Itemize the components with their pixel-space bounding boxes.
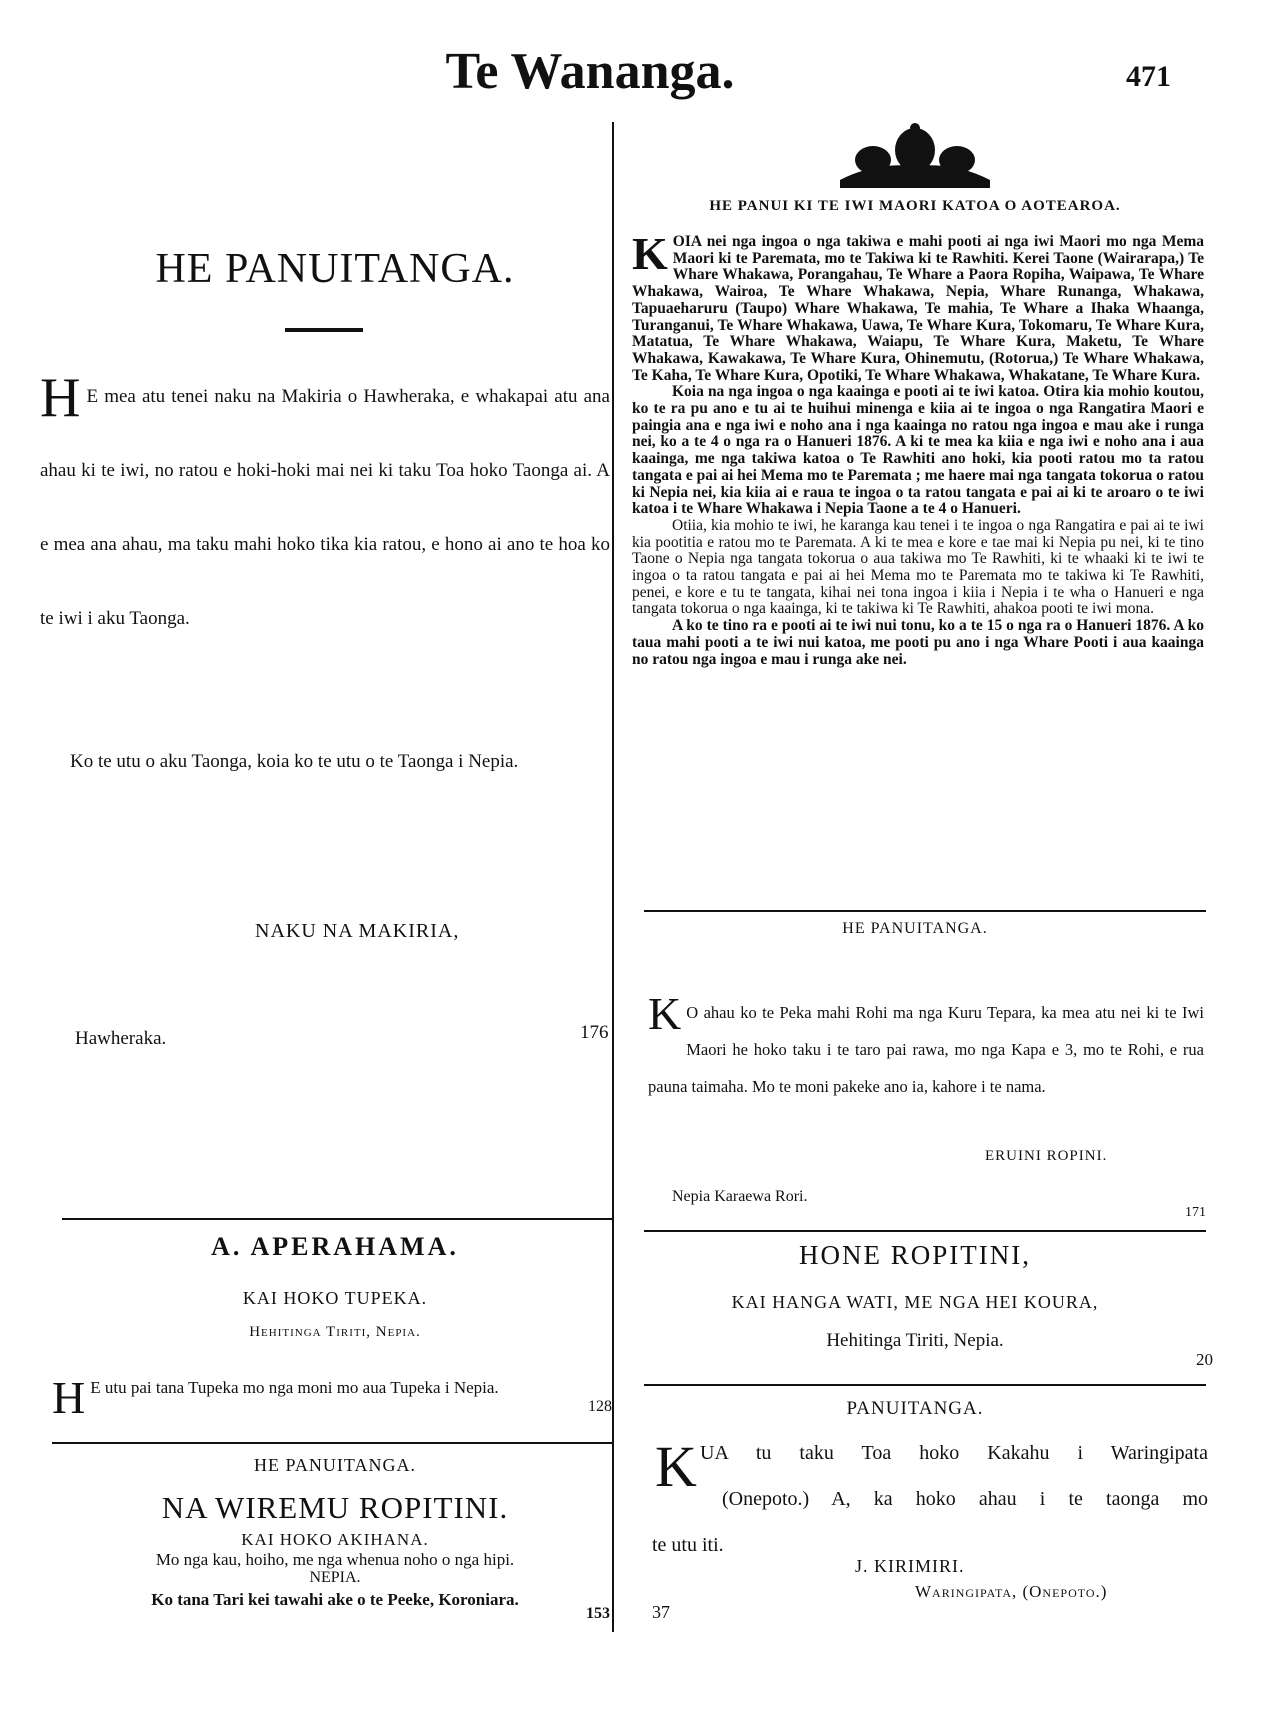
notice-para2: Koia na nga ingoa o nga kaainga e pooti ai te iwi katoa. Otira kia mohio koutou, ko te ra pu ano e tu ai te huihui minenga e kiia ai te ingoa o nga Rangatira Maori e paingia ana e nga iwi e noho ana i nga kaainga no ratou nga ingoa e mau ake i runga nei, ko a te 4 o nga ra o Hanueri 1876. A ki te mea ka kiia e nga iwi e noho ana i aua kaainga, me nga takiwa katoa o Te Rawhiti ano hoki, kia pooti ratou mo ta ratou tangata e pai ai hei Mema mo te Paremata ; me haere mai nga tangata tokorua o ratou ki Nepia nei, kia kiia ai e raua te ingoa o ta ratou tangata e pai ai ki te aroaro o te iwi katoa i te Whare Whakawa i Nepia Taone a te 4 o Hanueri. [632, 383, 1204, 518]
section-rule [52, 1442, 612, 1444]
peka-body: O ahau ko te Peka mahi Rohi ma nga Kuru Tepara, ka mea atu nei ki te Iwi Maori he hoko taku i te taro pai rawa, mo nga Kapa e 3, mo te Rohi, e rua pauna taimaha. Mo te moni pakeke ano ia, kahore i te nama. [648, 1003, 1204, 1096]
makiria-signature: NAKU NA MAKIRIA, [255, 920, 460, 942]
aperahama-body: E utu pai tana Tupeka mo nga moni mo aua Tupeka i Nepia. [90, 1378, 499, 1397]
notice-para4: A ko te tino ra e pooti ai te iwi nui tonu, ko a te 15 o nga ra o Hanueri 1876. A ko taua mahi pooti a te iwi nui katoa, me pooti pu ano i nga Whare Pooti i aua kaainga no ratou nga ingoa e mau i runga ake nei. [632, 617, 1204, 668]
section-rule [644, 1384, 1206, 1386]
makiria-para1: E mea atu tenei naku na Makiria o Hawheraka, e whakapai atu ana ahau ki te iwi, no ratou e hoki-hoki mai nei ki taku Toa hoko Taonga ai. A e mea ana ahau, ma taku mahi hoko tika kia ratou, e hono ai ano te hoa ko te iwi i aku Taonga. [40, 386, 610, 629]
drop-cap: H [52, 1372, 86, 1423]
notice-heading: HE PANUI KI TE IWI MAORI KATOA O AOTEAROA. [709, 198, 1121, 214]
notice-body [632, 228, 1204, 668]
peka-number: 171 [1185, 1205, 1206, 1220]
wiremu-number: 153 [586, 1605, 610, 1622]
section-rule [62, 1218, 612, 1220]
section-rule [644, 1230, 1206, 1232]
drop-cap: K [648, 988, 682, 1039]
kirimiri-signature: J. KIRIMIRI. [855, 1556, 965, 1576]
notice-para3: Otiia, kia mohio te iwi, he karanga kau tenei i te ingoa o nga Rangatira e pai ai te iwi kia pootitia e ratou mo te Paremata. A ki te mea e kore e tae mai ki Nepia pu nei, ki te tino Taone o Nepia nga tangata tokorua o aua takiwa mo Te Rawhiti, ki te whaaki ki te iwi te ingoa o ta ratou tangata e pai ai hei Mema mo te Paremata mo te takiwa ki Te Rawhiti, penei, e kore e tu te tangata, kihai nei tona ingoa i kiia i Nepia i te wha o Hanueri e nga tangata tokorua o nga kaainga, ki te takiwa ki Te Rawhiti, ahakoa pooti te iwi mona. [632, 516, 1204, 618]
makiria-place: Hawheraka. [75, 1028, 167, 1049]
column-divider [612, 122, 614, 1632]
wiremu-line1: Mo nga kau, hoiho, me nga whenua noho o nga hipi. [155, 1550, 515, 1569]
kirimiri-place: Waringipata, (Onepoto.) [915, 1582, 1108, 1601]
hone-number: 20 [1196, 1350, 1213, 1369]
kirimiri-line3: te utu iti. [652, 1534, 724, 1556]
aperahama-number: 128 [588, 1398, 612, 1415]
drop-cap: K [655, 1434, 697, 1499]
aperahama-heading: A. APERAHAMA. [211, 1232, 459, 1261]
hone-address: Hehitinga Tiriti, Nepia. [826, 1330, 1004, 1351]
peka-body-block [648, 988, 1204, 1105]
hone-heading: HONE ROPITINI, [799, 1240, 1031, 1270]
kirimiri-heading: PANUITANGA. [846, 1398, 984, 1419]
section-rule [644, 910, 1206, 912]
heading-rule [285, 328, 363, 332]
drop-cap: H [40, 367, 81, 429]
kirimiri-line1: UA tu taku Toa hoko Kakahu i Waringipata [700, 1442, 1208, 1464]
crown-ornament-icon [835, 122, 995, 188]
aperahama-body-block [52, 1372, 564, 1423]
kirimiri-number: 37 [652, 1602, 670, 1622]
peka-signature: ERUINI ROPINI. [985, 1148, 1108, 1164]
kirimiri-line2: (Onepoto.) A, ka hoko ahau i te taonga mo [722, 1488, 1208, 1510]
peka-place: Nepia Karaewa Rori. [672, 1188, 808, 1205]
makiria-body [40, 360, 610, 656]
wiremu-subheading: KAI HOKO AKIHANA. [241, 1530, 429, 1549]
page-number: 471 [1126, 60, 1171, 93]
makiria-number: 176 [580, 1022, 609, 1043]
makiria-heading: HE PANUITANGA. [155, 246, 515, 292]
notice-para1: OIA nei nga ingoa o nga takiwa e mahi pooti ai nga iwi Maori mo nga Mema Maori ki te Paremata, mo te Takiwa ki te Rawhiti. Kerei Taone (Wairarapa,) Te Whare Whakawa, Porangahau, Te Whare a Paora Ropiha, Waipawa, Te Whare Whakawa, Wairoa, Te Whare Whakawa, Nepia, Whare Runanga, Whakawa, Tapuaeharuru (Taupo) Whare Whakawa, Te mahia, Te Whare a Ihaka Whaanga, Turanganui, Te Whare Whakawa, Uawa, Te Whare Kura, Tokomaru, Te Whare Kura, Matatua, Te Whare Whakawa, Waiapu, Te Whare Kura, Maketu, Te Whare Whakawa, Kawakawa, Te Whare Kura, Ohinemutu, (Rotorua,) Te Whare Whakawa, Te Kaha, Te Whare Kura, Opotiki, Te Whare Whakawa, Whakatane, Te Whare Kura. [632, 233, 1204, 384]
page-title: Te Wananga. [445, 43, 735, 100]
aperahama-subheading: KAI HOKO TUPEKA. [242, 1288, 428, 1308]
hone-subheading: KAI HANGA WATI, ME NGA HEI KOURA, [731, 1292, 1099, 1312]
makiria-para2: Ko te utu o aku Taonga, koia ko te utu o te Taonga i Nepia. [70, 751, 519, 772]
wiremu-label: HE PANUITANGA. [254, 1455, 416, 1475]
aperahama-address: Hehitinga Tiriti, Nepia. [249, 1324, 421, 1340]
wiremu-line2: Ko tana Tari kei tawahi ake o te Peeke, Koroniara. [151, 1590, 519, 1609]
peka-heading: HE PANUITANGA. [842, 920, 988, 937]
drop-cap: K [632, 228, 668, 279]
wiremu-place: NEPIA. [309, 1569, 361, 1586]
wiremu-heading: NA WIREMU ROPITINI. [161, 1490, 509, 1525]
